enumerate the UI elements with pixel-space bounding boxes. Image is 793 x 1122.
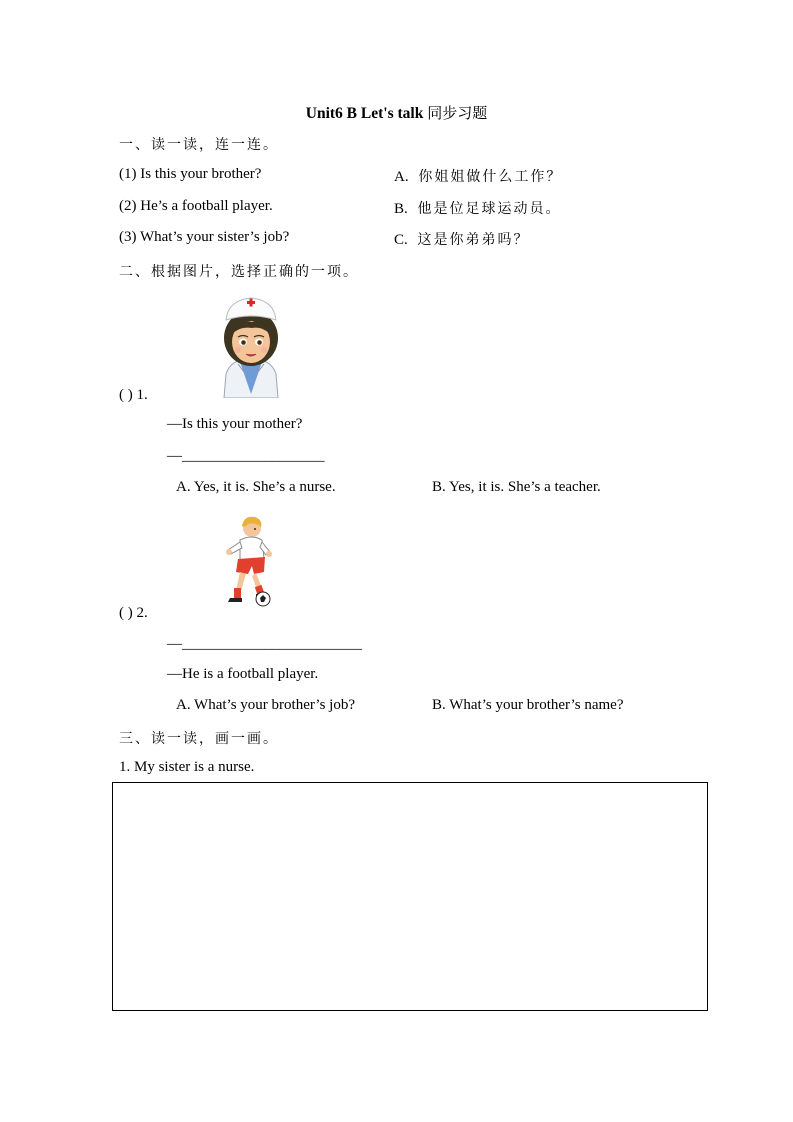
section1-right-item-1 xyxy=(394,166,562,186)
question-2-line-2: —He is a football player. xyxy=(167,666,319,682)
question-1-line-1: —Is this your mother? xyxy=(167,416,303,432)
nurse-icon xyxy=(218,294,284,398)
question-2-answer-blank[interactable]: —________________________ xyxy=(167,636,362,652)
section1-heading: 一、读一读，连一连。 xyxy=(119,137,279,153)
option-text: 你姐姐做什么工作？ xyxy=(418,169,563,185)
question-1-option-a[interactable]: A. Yes, it is. She’s a nurse. xyxy=(176,479,336,495)
section2-heading: 二、根据图片，选择正确的一项。 xyxy=(119,264,359,280)
question-2-number: ( ) 2. xyxy=(119,605,148,621)
section1-right-item-2 xyxy=(394,198,562,218)
title-latin: Unit6 B Let's talk xyxy=(305,105,424,122)
question-1-answer-blank[interactable]: —___________________ xyxy=(167,448,325,464)
option-text: 他是位足球运动员。 xyxy=(417,201,562,217)
question-1-number: ( ) 1. xyxy=(119,387,148,403)
drawing-box[interactable] xyxy=(112,782,708,1011)
title-chinese: 同步习题 xyxy=(427,104,488,122)
option-letter: B. xyxy=(394,201,408,217)
question-2-option-b[interactable]: B. What’s your brother’s name? xyxy=(432,697,624,713)
option-text: 这是你弟弟吗？ xyxy=(417,232,530,248)
section3-item-1: 1. My sister is a nurse. xyxy=(119,759,255,775)
section1-left-item-3: (3) What’s your sister’s job? xyxy=(119,229,290,245)
page-title xyxy=(0,102,793,123)
option-letter: A. xyxy=(394,169,409,185)
question-2-option-a[interactable]: A. What’s your brother’s job? xyxy=(176,697,355,713)
football-player-icon xyxy=(218,514,276,608)
section3-heading: 三、读一读，画一画。 xyxy=(119,731,279,747)
section1-left-item-2: (2) He’s a football player. xyxy=(119,198,273,214)
section1-right-item-3 xyxy=(394,229,530,249)
section1-left-item-1: (1) Is this your brother? xyxy=(119,166,262,182)
question-1-option-b[interactable]: B. Yes, it is. She’s a teacher. xyxy=(432,479,601,495)
option-letter: C. xyxy=(394,232,408,248)
